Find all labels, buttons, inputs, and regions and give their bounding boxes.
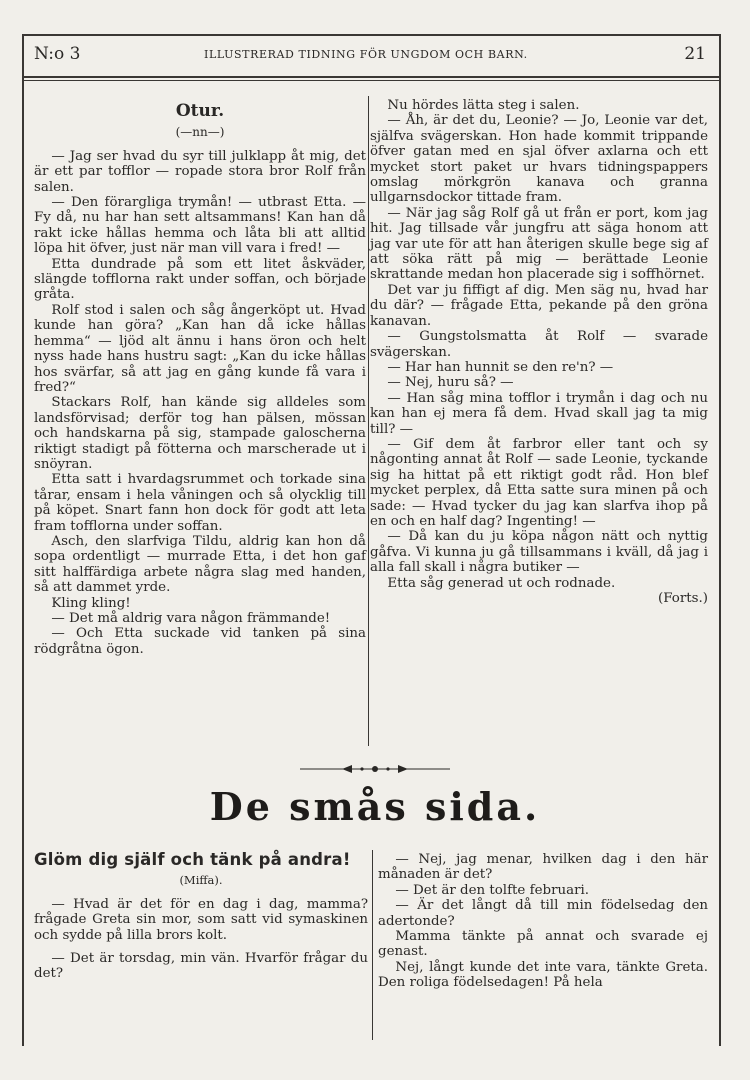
continued-note: (Forts.) xyxy=(658,591,708,606)
paragraph: Stackars Rolf, han kände sig alldeles som landsförvisad; derför tog han pälsen, mössan och handskarna på sig, stampade galoscherna riktigt stadigt på fötterna och marscherade ut i snöyran. xyxy=(34,395,366,472)
paragraph: — Har han hunnit se den re'n? — xyxy=(387,359,614,375)
paragraph: Etta dundrade på som ett litet åskväder, slängde tofflorna rakt under soffan, och började gråta. xyxy=(34,256,366,303)
paragraph: — Gif dem åt farbror eller tant och sy någonting annat åt Rolf — sade Leonie, tyckande sig ha hittat på ett riktigt godt råd. Hon blef mycket perplex, då Etta satte sura minen på och sade: — Hvad tycker du jag kan slarfva ihop på en och en half dag? Ingenting! — xyxy=(370,436,708,529)
paragraph: — Gungstolsmatta åt Rolf — svarade svägerskan. xyxy=(370,329,708,360)
poem-column-left xyxy=(34,852,368,982)
header-rule-thin xyxy=(22,80,720,81)
paragraph: — Åh, är det du, Leonie? — Jo, Leonie var det, själfva svägerskan. Hon hade kommit trippande öfver gatan med en sjal öfver axlarna och ett mycket stort paket ur hvars tidningspappers omslag mörkgrön kanava och granna ullgarnsdockor tittade fram. xyxy=(370,113,708,206)
paragraph: — Nej, jag menar, hvilken dag i den här månaden är det? xyxy=(378,852,708,883)
paragraph: — Och Etta suckade vid tanken på sina rödgråtna ögon. xyxy=(34,626,366,657)
column-divider-top xyxy=(368,96,369,746)
right-border-rule xyxy=(719,34,721,1046)
paragraph: — Det må aldrig vara någon främmande! xyxy=(51,611,331,626)
story-column-left xyxy=(34,101,366,657)
paragraph: — Det är den tolfte februari. xyxy=(395,882,590,898)
left-border-rule xyxy=(22,34,24,1046)
paragraph: — När jag såg Rolf gå ut från er port, kom jag hit. Jag tillsade vår jungfru att säga honom att jag var ute för att han återigen skulle bege sig af att söka rätt på mig — berättade Leonie skrattande medan hon placerade sig i soffhörnet. xyxy=(370,205,708,283)
paragraph: Etta såg generad ut och rodnade. xyxy=(387,575,616,591)
page-number: 21 xyxy=(684,44,706,64)
paragraph: — Han såg mina tofflor i trymån i dag och nu kan han ej mera få dem. Hvad skall jag ta mig till? — xyxy=(370,390,708,437)
poem-column-right xyxy=(378,852,708,991)
header-rule xyxy=(22,76,720,78)
paragraph: Nej, långt kunde det inte vara, tänkte Greta. Den roliga födelsedagen! På hela xyxy=(378,959,708,991)
paragraph: Asch, den slarfviga Tildu, aldrig kan hon då sopa ordentligt — murrade Etta, i det hon gaf sitt halffärdiga arbete några slag med handen, så att dammet yrde. xyxy=(34,533,366,596)
paragraph: Rolf stod i salen och såg ångerköpt ut. Hvad kunde han göra? „Kan han då icke hållas hemma“ — ljöd alt ännu i hans öron och helt nyss hade hans hustru sagt: „Kan du icke hållas hos svärfar, så att jag en gång kunde få vara i fred?“ xyxy=(34,302,366,395)
article-title: Glöm dig själf och tänk på andra! xyxy=(34,850,351,869)
publication-title: ILLUSTRERAD TIDNING FÖR UNGDOM OCH BARN. xyxy=(204,48,528,61)
paragraph: — Hvad är det för en dag i dag, mamma? frågade Greta sin mor, som satt vid symaskinen och sydde på lilla brors kolt. xyxy=(34,896,368,943)
paragraph: Kling kling! xyxy=(51,595,131,611)
paragraph: — Är det långt då till min födelsedag den adertonde? xyxy=(378,898,708,929)
article-author: (Miffa). xyxy=(179,873,223,888)
paragraph: — Nej, huru så? — xyxy=(387,375,514,391)
paragraph: — Då kan du ju köpa någon nätt och nyttig gåfva. Vi kunna ju gå tillsammans i kväll, då jag i alla fall skall i några butiker — xyxy=(370,529,708,576)
column-divider-bottom xyxy=(372,850,373,1040)
story-author: (—nn—) xyxy=(175,125,225,140)
paragraph: — Den förargliga trymån! — utbrast Etta. — Fy då, nu har han sett altsammans! Kan han då rakt icke hållas hemma och låta bli att alltid löpa hit öfver, just när man vill vara i fred! — xyxy=(34,195,366,257)
top-border-rule xyxy=(22,34,720,36)
paragraph: — Det är torsdag, min vän. Hvarför frågar du det? xyxy=(34,951,368,982)
section-title: De smås sida. xyxy=(209,784,541,829)
story-column-right xyxy=(370,98,708,606)
issue-number: N:o 3 xyxy=(34,44,81,64)
paragraph: Det var ju fiffigt af dig. Men säg nu, hvad har du där? — frågade Etta, pekande på den gröna kanavan. xyxy=(370,282,708,329)
paragraph: — Jag ser hvad du syr till julklapp åt mig, det är ett par tofflor — ropade stora bror Rolf från salen. xyxy=(34,148,366,195)
paragraph: Etta satt i hvardagsrummet och torkade sina tårar, ensam i hela våningen och så olycklig till på köpet. Snart fann hon dock för godt att leta fram tofflorna under soffan. xyxy=(34,472,366,534)
paragraph: Mamma tänkte på annat och svarade ej genast. xyxy=(378,929,708,960)
ornament-divider xyxy=(300,764,450,774)
paragraph: Nu hördes lätta steg i salen. xyxy=(387,98,580,113)
story-title: Otur. xyxy=(175,101,225,121)
